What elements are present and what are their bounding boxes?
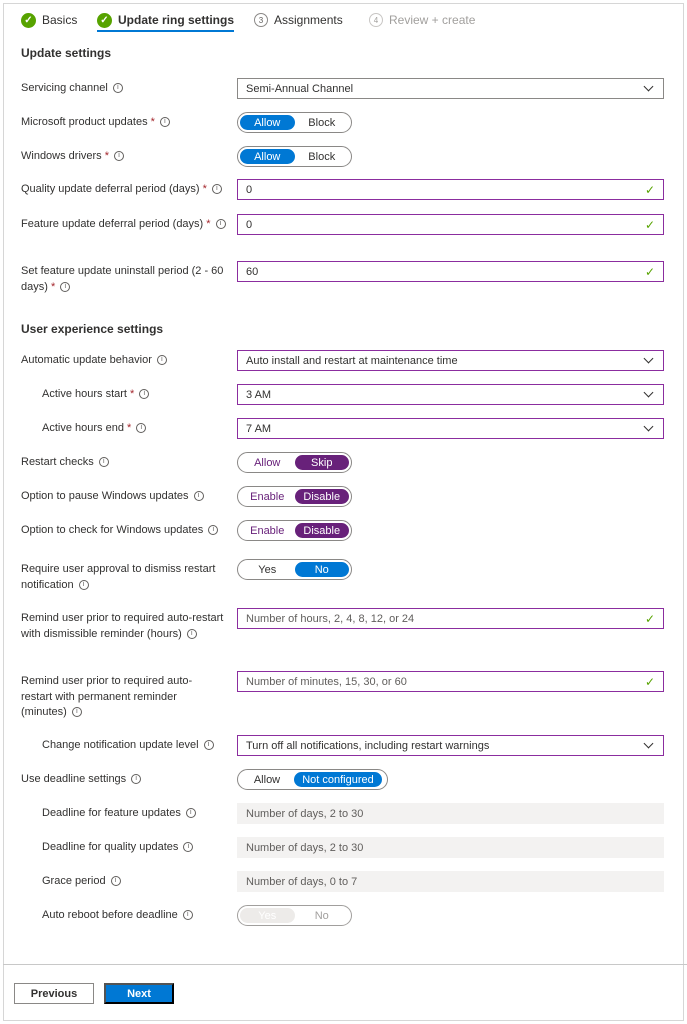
- required-asterisk: *: [147, 116, 155, 128]
- restart-checks-label: [21, 455, 231, 471]
- field-label-text: Grace period: [42, 875, 106, 887]
- ms-updates-label: [21, 115, 231, 131]
- field-label-text: Active hours end: [42, 422, 124, 434]
- section-heading-update-settings: Update settings: [21, 46, 112, 60]
- toggle-option-allow[interactable]: Allow: [254, 456, 281, 469]
- checkmark-icon: ✓: [644, 264, 655, 279]
- remind-perm-label: [21, 674, 216, 721]
- quality-deferral-input[interactable]: [237, 179, 664, 200]
- auto-update-label: [21, 353, 231, 369]
- uninstall-label: [21, 264, 231, 295]
- approval-label: [21, 562, 231, 593]
- toggle-option-allow[interactable]: Allow: [253, 773, 281, 786]
- info-icon[interactable]: i: [157, 355, 167, 365]
- tab-update-ring-settings[interactable]: [97, 10, 234, 30]
- grace-label: [42, 874, 252, 890]
- info-icon[interactable]: i: [139, 389, 149, 399]
- field-label-text: Remind user prior to required auto-restart with permanent reminder (minutes): [21, 675, 193, 718]
- pause-toggle[interactable]: [237, 486, 352, 507]
- ms-updates-toggle[interactable]: [237, 112, 352, 133]
- checkmark-icon: ✓: [644, 182, 655, 197]
- field-label-text: Deadline for quality updates: [42, 841, 179, 853]
- input-value: 0: [246, 183, 253, 196]
- field-label-text: Remind user prior to required auto-restart with dismissible reminder (hours): [21, 612, 224, 640]
- auto-update-dropdown[interactable]: [237, 350, 664, 371]
- toggle-option-not-configured[interactable]: Not configured: [294, 772, 382, 787]
- tab-assignments[interactable]: [254, 10, 343, 30]
- dropdown-value: 3 AM: [246, 388, 272, 401]
- hours-end-dropdown[interactable]: [237, 418, 664, 439]
- tab-review-create: [369, 10, 475, 30]
- field-label-text: Active hours start: [42, 388, 127, 400]
- required-asterisk: *: [199, 183, 207, 195]
- checkmark-icon: ✓: [97, 13, 112, 28]
- deadline-label: [21, 772, 231, 788]
- info-icon[interactable]: i: [212, 184, 222, 194]
- field-label-text: Restart checks: [21, 456, 94, 468]
- hours-end-label: [42, 421, 252, 437]
- toggle-option-block[interactable]: Block: [308, 116, 336, 129]
- info-icon[interactable]: i: [111, 876, 121, 886]
- checkmark-icon: ✓: [644, 674, 655, 689]
- toggle-option-no: No: [314, 909, 329, 922]
- chevron-down-icon: [644, 422, 654, 432]
- field-label-text: Microsoft product updates: [21, 116, 148, 128]
- required-asterisk: *: [203, 218, 211, 230]
- info-icon[interactable]: i: [183, 842, 193, 852]
- field-label-text: Deadline for feature updates: [42, 807, 181, 819]
- tab-label: Update ring settings: [118, 13, 235, 27]
- servicing-dropdown[interactable]: [237, 78, 664, 99]
- hours-start-label: [42, 387, 252, 403]
- remind-perm-input[interactable]: [237, 671, 664, 692]
- check-label: [21, 523, 231, 539]
- field-label-text: Change notification update level: [42, 739, 199, 751]
- field-label-text: Quality update deferral period (days): [21, 183, 200, 195]
- hours-start-dropdown[interactable]: [237, 384, 664, 405]
- info-icon[interactable]: i: [79, 580, 89, 590]
- input-placeholder: Number of hours, 2, 4, 8, 12, or 24: [246, 612, 415, 625]
- notif-level-dropdown[interactable]: [237, 735, 664, 756]
- remind-dismiss-label: [21, 611, 231, 642]
- pause-label: [21, 489, 231, 505]
- drivers-label: [21, 149, 231, 165]
- tab-label: Assignments: [274, 13, 343, 27]
- input-value: 0: [246, 218, 253, 231]
- toggle-option-allow[interactable]: Allow: [240, 149, 295, 164]
- info-icon[interactable]: i: [72, 707, 82, 717]
- feature-deferral-input[interactable]: [237, 214, 664, 235]
- required-asterisk: *: [123, 422, 132, 434]
- dropdown-value: Turn off all notifications, including restart warnings: [246, 739, 490, 752]
- toggle-option-yes[interactable]: Yes: [258, 563, 277, 576]
- toggle-option-enable[interactable]: Enable: [250, 524, 285, 537]
- info-icon[interactable]: i: [187, 629, 197, 639]
- info-icon[interactable]: i: [216, 219, 226, 229]
- info-icon[interactable]: i: [208, 525, 218, 535]
- previous-button[interactable]: Previous: [14, 983, 94, 1004]
- auto-reboot-label: [42, 908, 252, 924]
- chevron-down-icon: [644, 388, 654, 398]
- tab-label: Basics: [42, 13, 78, 27]
- field-label-text: Automatic update behavior: [21, 354, 152, 366]
- info-icon[interactable]: i: [60, 282, 70, 292]
- input-placeholder: Number of minutes, 15, 30, or 60: [246, 675, 407, 688]
- tab-basics[interactable]: [21, 10, 77, 30]
- checkmark-icon: ✓: [644, 611, 655, 626]
- notif-level-label: [42, 738, 252, 754]
- step-number-icon: 4: [369, 13, 383, 27]
- input-value: 60: [246, 265, 259, 278]
- deadline-feature-label: [42, 806, 252, 822]
- drivers-toggle[interactable]: [237, 146, 352, 167]
- dropdown-value: Auto install and restart at maintenance time: [246, 354, 458, 367]
- approval-toggle[interactable]: [237, 559, 352, 580]
- deadline-quality-input: [237, 837, 664, 858]
- active-tab-indicator: [97, 30, 234, 32]
- remind-dismiss-input[interactable]: [237, 608, 664, 629]
- info-icon[interactable]: i: [113, 83, 123, 93]
- field-label-text: Set feature update uninstall period (2 - 60 days): [21, 265, 224, 293]
- next-button[interactable]: Next: [104, 983, 174, 1004]
- restart-checks-toggle[interactable]: [237, 452, 352, 473]
- tab-label: Review + create: [389, 13, 476, 27]
- dropdown-value: 7 AM: [246, 422, 272, 435]
- required-asterisk: *: [126, 388, 135, 400]
- toggle-option-block[interactable]: Block: [308, 150, 336, 163]
- info-icon[interactable]: i: [194, 491, 204, 501]
- toggle-option-enable[interactable]: Enable: [250, 490, 285, 503]
- toggle-option-disable[interactable]: Disable: [295, 523, 350, 538]
- step-number-icon: 3: [254, 13, 268, 27]
- required-asterisk: *: [101, 150, 110, 162]
- deadline-feature-input: [237, 803, 664, 824]
- toggle-option-no[interactable]: No: [295, 562, 350, 577]
- section-heading-user-experience: User experience settings: [21, 322, 164, 336]
- toggle-option-yes: Yes: [240, 908, 295, 923]
- checkmark-icon: ✓: [644, 217, 655, 232]
- field-label-text: Require user approval to dismiss restart notification: [21, 563, 216, 591]
- info-icon[interactable]: i: [160, 117, 170, 127]
- field-label-text: Servicing channel: [21, 82, 108, 94]
- dropdown-value: Semi-Annual Channel: [246, 82, 354, 95]
- input-placeholder: Number of days, 2 to 30: [246, 807, 364, 820]
- check-toggle[interactable]: [237, 520, 352, 541]
- checkmark-icon: ✓: [21, 13, 36, 28]
- quality-deferral-label: [21, 182, 231, 198]
- chevron-down-icon: [644, 739, 654, 749]
- toggle-option-skip[interactable]: Skip: [295, 455, 350, 470]
- field-label-text: Windows drivers: [21, 150, 102, 162]
- grace-input: [237, 871, 664, 892]
- info-icon[interactable]: i: [131, 774, 141, 784]
- chevron-down-icon: [644, 82, 654, 92]
- info-icon[interactable]: i: [186, 808, 196, 818]
- feature-deferral-label: [21, 217, 231, 233]
- chevron-down-icon: [644, 354, 654, 364]
- toggle-option-allow[interactable]: Allow: [240, 115, 295, 130]
- deadline-quality-label: [42, 840, 252, 856]
- toggle-option-disable[interactable]: Disable: [295, 489, 350, 504]
- input-placeholder: Number of days, 0 to 7: [246, 875, 358, 888]
- field-label-text: Use deadline settings: [21, 773, 127, 785]
- servicing-label: [21, 81, 231, 97]
- info-icon[interactable]: i: [204, 740, 214, 750]
- uninstall-input[interactable]: [237, 261, 664, 282]
- required-asterisk: *: [47, 280, 56, 293]
- field-label-text: Option to pause Windows updates: [21, 490, 189, 502]
- deadline-toggle[interactable]: [237, 769, 388, 790]
- field-label-text: Option to check for Windows updates: [21, 524, 204, 536]
- info-icon[interactable]: i: [114, 151, 124, 161]
- input-placeholder: Number of days, 2 to 30: [246, 841, 364, 854]
- footer-divider: [3, 964, 687, 965]
- info-icon[interactable]: i: [136, 423, 146, 433]
- auto-reboot-toggle: [237, 905, 352, 926]
- field-label-text: Auto reboot before deadline: [42, 909, 178, 921]
- field-label-text: Feature update deferral period (days): [21, 218, 204, 230]
- info-icon[interactable]: i: [99, 457, 109, 467]
- info-icon[interactable]: i: [183, 910, 193, 920]
